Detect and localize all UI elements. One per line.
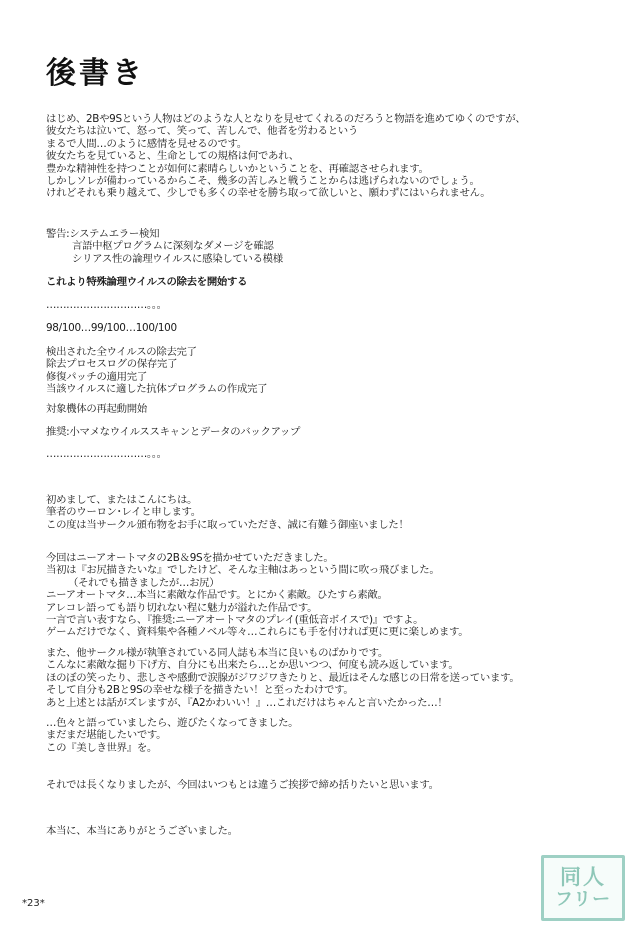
greeting-paragraph xyxy=(46,494,606,531)
page-title: 後書き xyxy=(46,56,145,91)
intro-paragraph xyxy=(46,113,606,200)
text-line: …色々と語っていましたら、遊びたくなってきました。 xyxy=(46,717,299,729)
text-line: …………………………。。。 xyxy=(46,299,167,311)
list-item: 除去プロセスログの保存完了 xyxy=(46,358,178,371)
text-line: 彼女たちは泣いて、怒って、笑って、苦しんで、他者を労わるという xyxy=(46,125,358,138)
text-line: こんなに素敵な掘り下げ方、自分にも出来たら…とか思いつつ、何度も読み返しています。 xyxy=(46,659,459,672)
progress-line xyxy=(46,322,606,334)
text-line: アレコレ語っても語り切れない程に魅力が溢れた作品です。 xyxy=(46,601,318,614)
text-line: しかしソレが備わっているからこそ、幾多の苦しみと戦うことからは逃げられないのでしょう。 xyxy=(46,174,480,187)
watermark-text: 同人 xyxy=(560,865,606,889)
text-line: ニーアオートマタ…本当に素敵な作品です。とにかく素敵。ひたすら素敵。 xyxy=(46,589,388,602)
warning-detail: 言語中枢プログラムに深刻なダメージを確認 xyxy=(72,240,274,253)
text-line: また、他サークル様が執筆されている同人誌も本当に良いものばかりです。 xyxy=(46,647,388,659)
text-line: （それでも描きましたが…お尻） xyxy=(68,576,220,589)
text-line: けれどそれも乗り越えて、少しでも多くの幸せを勝ち取って欲しいと、願わずにはいられません。 xyxy=(46,187,491,200)
text-line: この度は当サークル頒布物をお手に取っていただき、誠に有難う御座いました！ xyxy=(46,518,409,531)
reboot-line xyxy=(46,403,606,415)
text-line: これより特殊論理ウイルスの除去を開始する xyxy=(46,276,248,288)
list-item: 修復パッチの適用完了 xyxy=(46,370,147,383)
warning-detail: シリアス性の論理ウイルスに感染している模様 xyxy=(72,252,283,265)
text-line: 本当に、本当にありがとうございました。 xyxy=(46,825,238,837)
thanks-line xyxy=(46,825,606,837)
page-number: *23* xyxy=(22,898,45,909)
text-line: まだまだ堪能したいです。 xyxy=(46,729,167,742)
list-item: 当該ウイルスに適した抗体プログラムの作成完了 xyxy=(46,383,268,396)
circles-paragraph xyxy=(46,647,606,709)
text-line: 今回はニーアオートマタの2B＆9Sを描かせていただきました。 xyxy=(46,552,334,564)
text-line: 筆者のウーロン･レイと申します。 xyxy=(46,506,201,519)
text-line: まるで人間…のように感情を見せるのです。 xyxy=(46,137,247,150)
removal-start xyxy=(46,276,606,288)
text-line: 彼女たちを見ていると、生命としての規格は何であれ、 xyxy=(46,150,299,163)
text-line: 98/100…99/100…100/100 xyxy=(46,322,177,334)
text-line: ほのぼの笑ったり、悲しさや感動で涙腺がジワジワきたりと、最近はそんな感じの日常を送っています。 xyxy=(46,671,520,684)
about-paragraph xyxy=(46,552,606,639)
dots-line-2 xyxy=(46,448,606,460)
text-line: ゲームだけでなく、資料集や各種ノベル等々…これらにも手を付ければ更に更に楽しめます。 xyxy=(46,626,469,639)
text-line: この『美しき世界』を。 xyxy=(46,741,157,754)
text-line: 一言で言い表すなら、『推奨:ニーアオートマタのプレイ(重低音ボイスで)』ですよ。 xyxy=(46,613,424,626)
list-item: 検出された全ウイルスの除去完了 xyxy=(46,346,197,358)
dots-line-1 xyxy=(46,299,606,311)
warning-block xyxy=(46,228,606,265)
text-line: 初めまして、またはこんにちは。 xyxy=(46,494,198,506)
watermark-text: フリー xyxy=(554,889,612,910)
warning-heading: 警告:システムエラー検知 xyxy=(46,228,160,240)
completion-list xyxy=(46,346,606,396)
play-paragraph xyxy=(46,717,606,754)
closing-line xyxy=(46,779,606,791)
text-line: それでは長くなりましたが、今回はいつもとは違うご挨拶で締め括りたいと思います。 xyxy=(46,779,439,791)
text-line: そして自分も2Bと9Sの幸せな様子を描きたい！と至ったわけです。 xyxy=(46,684,354,697)
recommend-line xyxy=(46,426,606,438)
text-line: …………………………。。。 xyxy=(46,448,167,460)
text-line: 推奨:小マメなウイルススキャンとデータのバックアップ xyxy=(46,426,301,438)
watermark-logo xyxy=(541,855,625,921)
text-line: あと上述とは話がズレますが、『A2かわいい！』…これだけはちゃんと言いたかった…！ xyxy=(46,696,448,709)
text-line: 対象機体の再起動開始 xyxy=(46,403,147,415)
text-line: 当初は『お尻描きたいな』でしたけど、そんな主軸はあっという間に吹っ飛びました。 xyxy=(46,564,440,577)
text-line: 豊かな精神性を持つことが如何に素晴らしいかということを、再確認させられます。 xyxy=(46,162,429,175)
text-line: はじめ、2Bや9Sという人物はどのような人となりを見せてくれるのだろうと物語を進めてゆくのですが、 xyxy=(46,113,526,125)
